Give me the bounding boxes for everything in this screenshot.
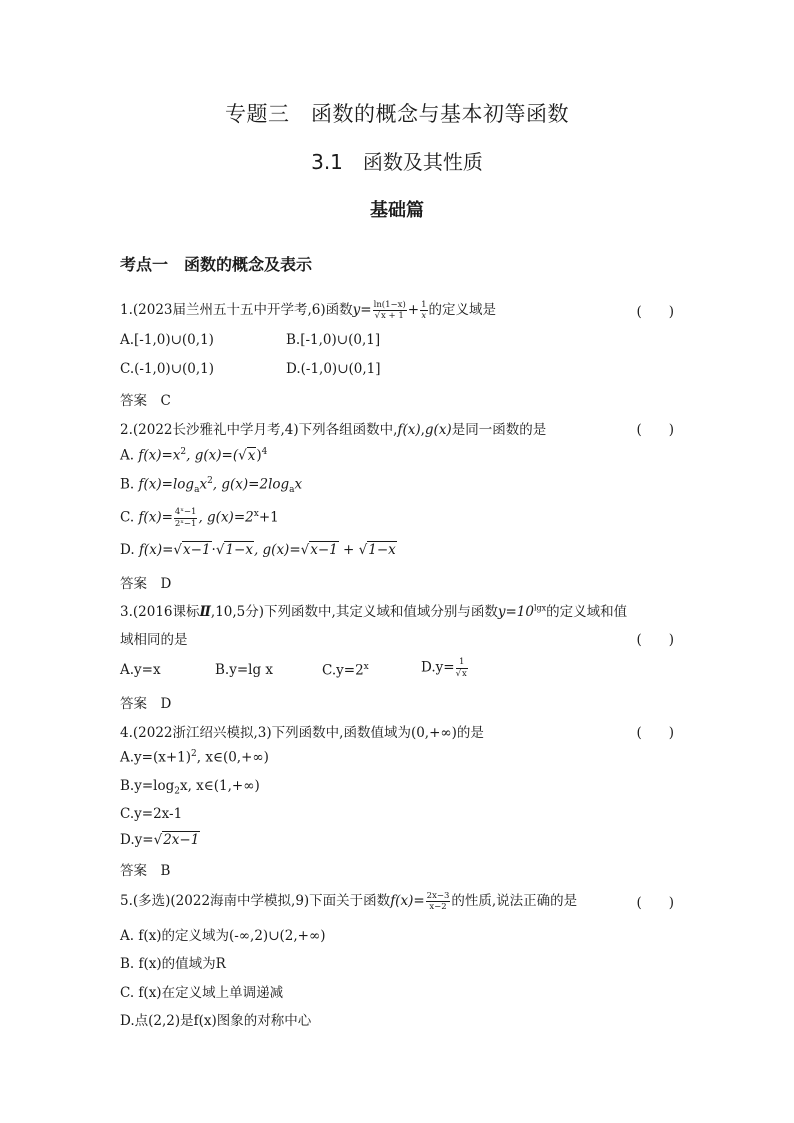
level-title: 基础篇 (370, 200, 424, 221)
fraction: $\frac{2x-3}{x-2}$ (426, 890, 450, 912)
answer-paren: ( ) (636, 725, 674, 741)
option-d: D.点(2,2)是f(x)图象的对称中心 (120, 1013, 312, 1029)
option-c: C. f(x)= $\frac{\text{4ˣ−1}}{\text{2ˣ−1}}$ , $g(x)=2^x+1$ (120, 507, 279, 529)
option-b: B.[-1,0)∪(0,1] (286, 332, 381, 348)
option-b: B. f(x)的值域为R (120, 956, 226, 972)
answer-paren: ( ) (636, 304, 674, 320)
answer-line: 答案 D (120, 576, 172, 592)
option-a: A. f(x)的定义域为(-∞,2)∪(2,+∞) (120, 928, 326, 944)
chapter-title: 专题三 函数的概念与基本初等函数 (225, 102, 569, 126)
answer-line: 答案 C (120, 393, 171, 409)
fraction: $\frac{1}{√x}$ (455, 657, 467, 679)
answer-line: 答案 D (120, 696, 172, 712)
question-2-stem: 2.(2022长沙雅礼中学月考,4)下列各组函数中,f(x),g(x)是同一函数的是 (120, 422, 547, 438)
option-b: $B.y=\log_2x$, x∈(1,+∞) (120, 778, 260, 797)
question-3-stem: 3.(2016课标Ⅱ,10,5分)下列函数中,其定义域和值域分别与函数$y=10^{lgx}$的定义域和值 (120, 603, 628, 620)
option-c: C.y=2x-1 (120, 806, 183, 822)
answer-line: 答案 B (120, 863, 171, 879)
topic-heading: 考点一 函数的概念及表示 (120, 255, 313, 274)
answer-paren: ( ) (636, 895, 674, 911)
fraction: $\frac{1}{x}$ (421, 299, 427, 321)
option-b: B. $f(x)=\log_ax^2$, $g(x)=2\log_ax$ (120, 476, 303, 496)
question-1-stem: 1.(2023届兰州五十五中开学考,6)函数y= $\frac{\ln(1-x)}{√x + 1}$ + $\frac{1}{x}$ 的定义域是 (120, 299, 496, 321)
option-a: A. $f(x)=x^2$, $g(x)=(√x)^4$ (120, 447, 268, 464)
fraction: $\frac{\ln(1-x)}{√x + 1}$ (373, 299, 406, 321)
section-title: 3.1 函数及其性质 (311, 150, 483, 174)
question-5-stem: 5.(多选)(2022海南中学模拟,9)下面关于函数f(x)= $\frac{2x-3}{x-2}$ 的性质,说法正确的是 (120, 890, 578, 912)
option-a: $A.y=(x+1)^2$, x∈(0,+∞) (120, 749, 269, 766)
answer-paren: ( ) (636, 422, 674, 438)
answer-paren: ( ) (636, 632, 674, 648)
question-3-stem-line2: 域相同的是 (120, 632, 188, 648)
option-d: D.y=√2x−1 (120, 832, 200, 848)
option-c: C. f(x)在定义域上单调递减 (120, 985, 284, 1001)
option-d: D.(-1,0)∪(0,1] (286, 361, 381, 377)
option-c: $C.y=2^x$ (322, 662, 369, 679)
option-d: D. f(x)=√x−1·√1−x, g(x)=√x−1 + √1−x (120, 542, 396, 558)
option-a: A.[-1,0)∪(0,1) (120, 332, 214, 348)
option-d: D.y= $\frac{1}{√x}$ (421, 657, 467, 679)
option-c: C.(-1,0)∪(0,1) (120, 361, 215, 377)
option-b: B.y=lg x (215, 662, 274, 678)
fraction: $\frac{\text{4ˣ−1}}{\text{2ˣ−1}}$ (174, 507, 197, 529)
question-4-stem: 4.(2022浙江绍兴模拟,3)下列函数中,函数值域为(0,+∞)的是 (120, 725, 484, 741)
option-a: A.y=x (120, 662, 161, 678)
